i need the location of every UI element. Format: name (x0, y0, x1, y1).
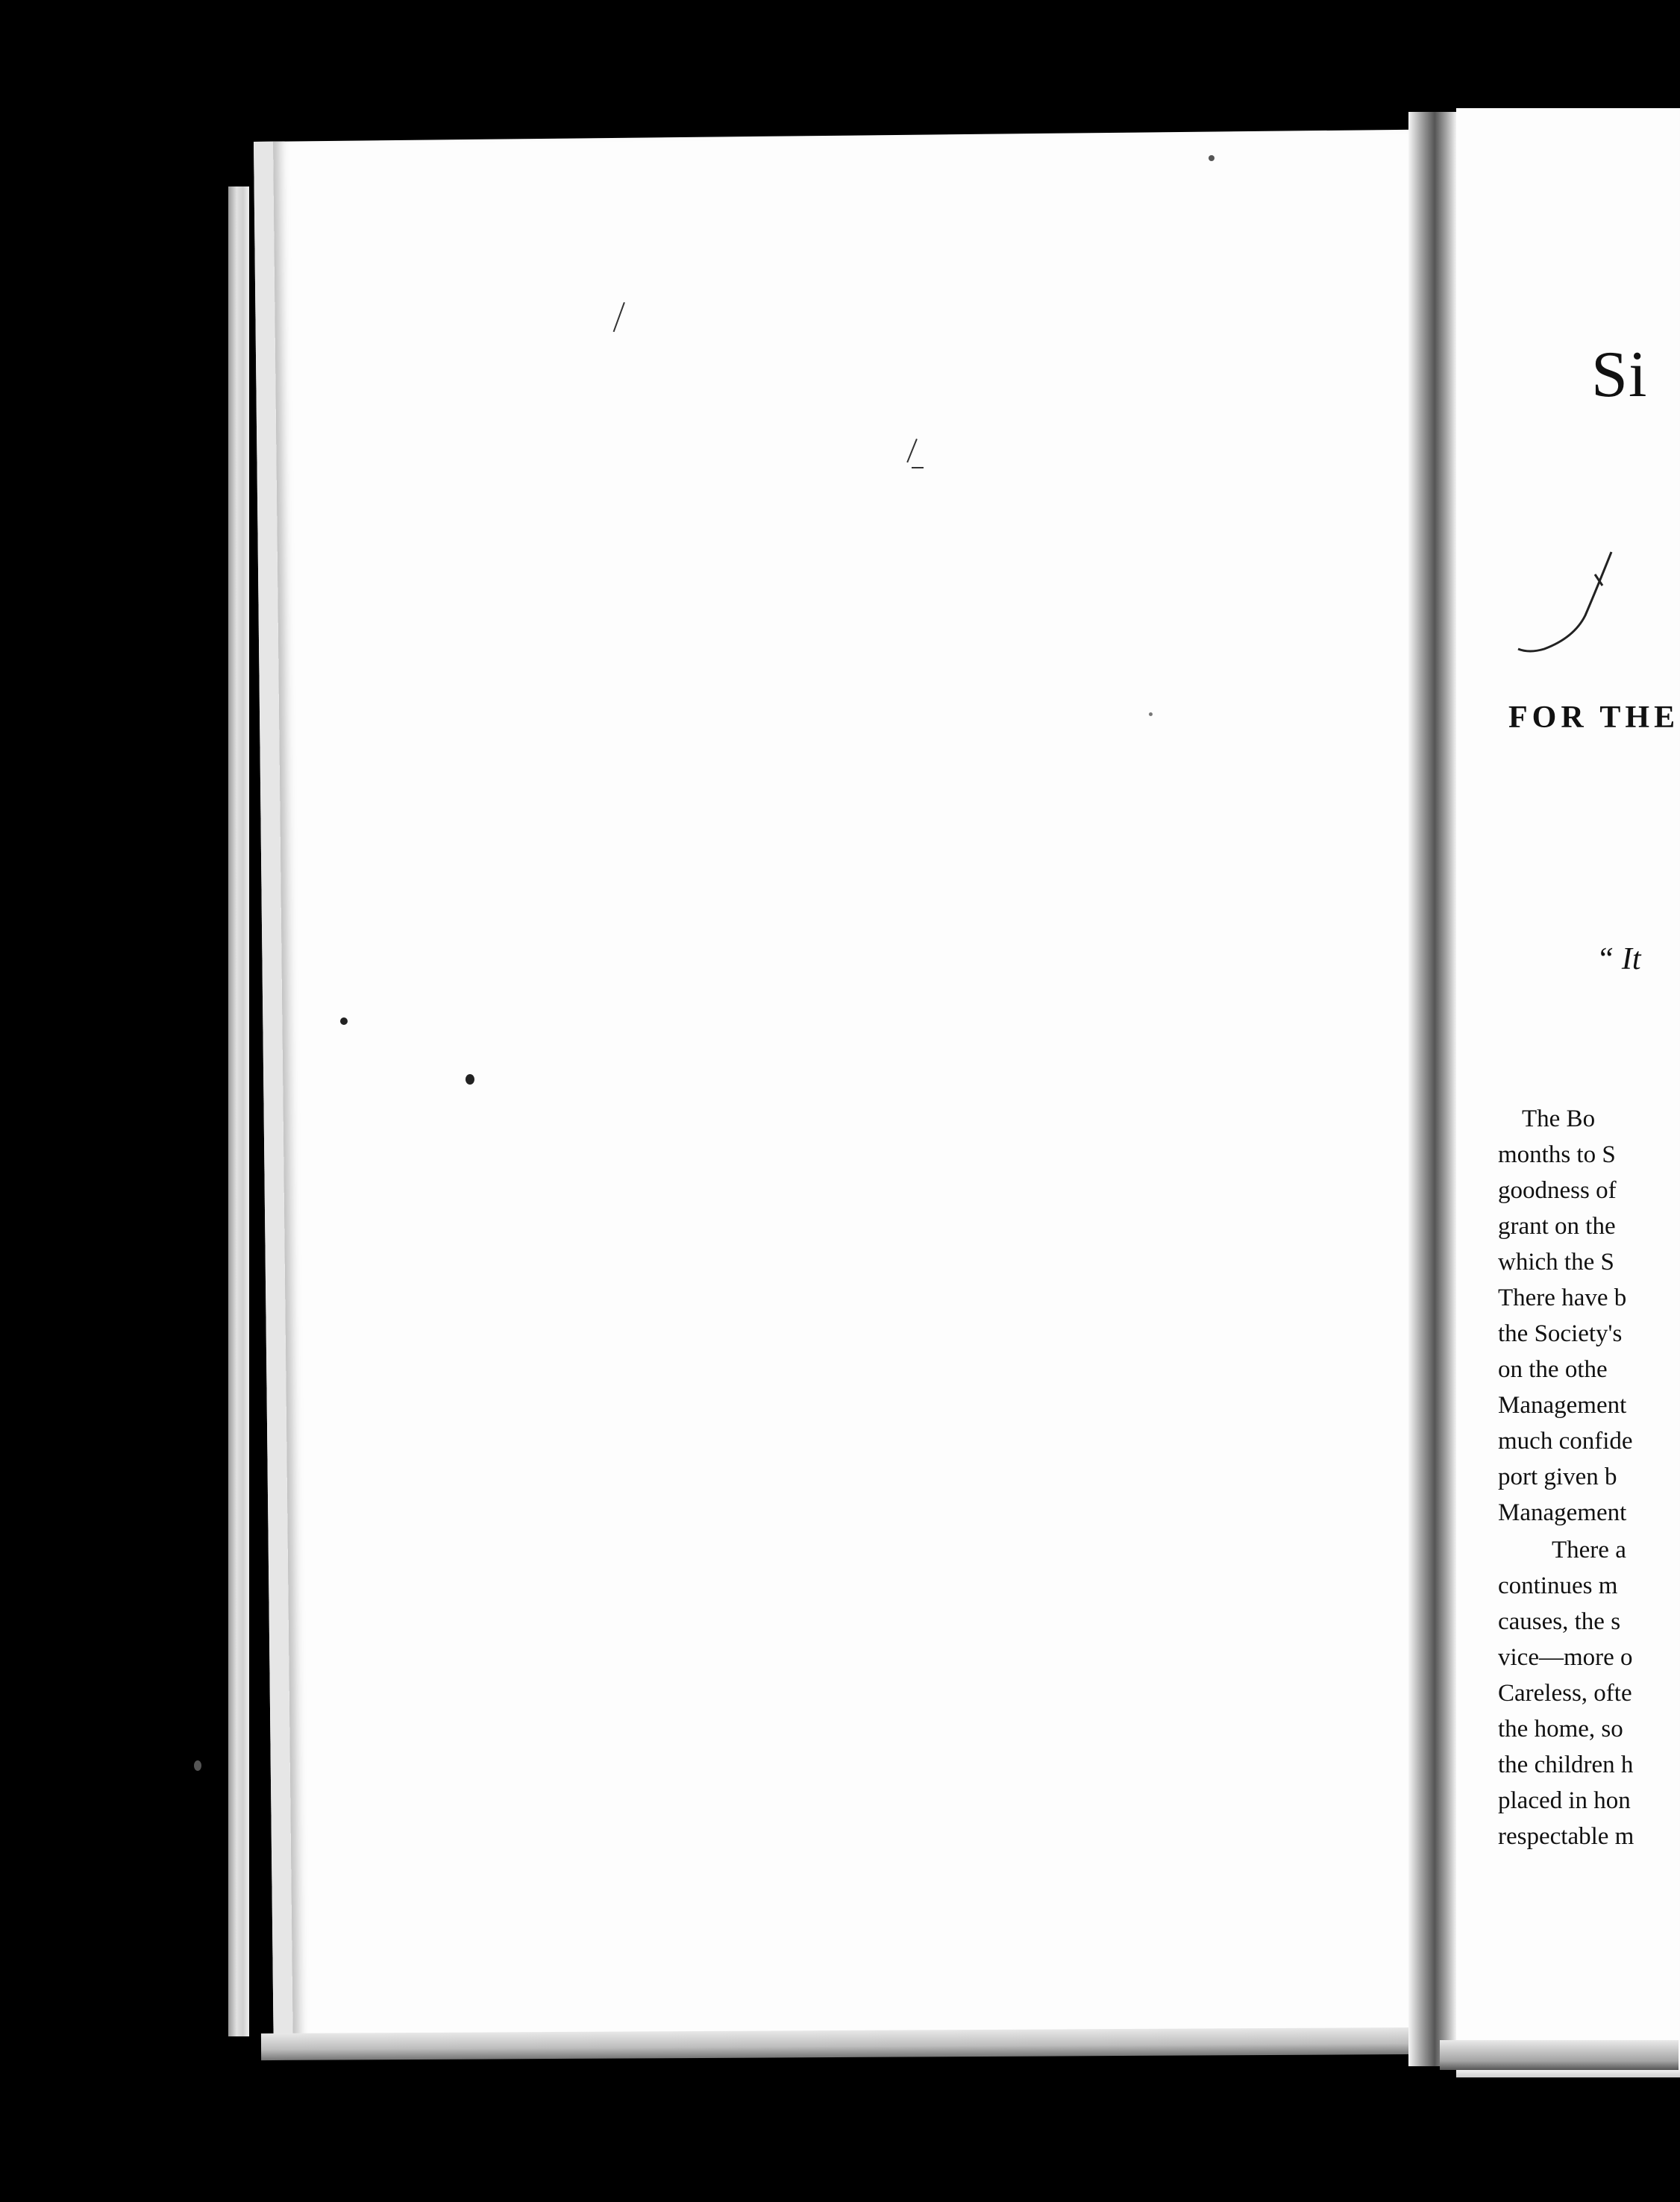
body-line: vice—more o (1498, 1644, 1633, 1671)
body-line: placed in hon (1498, 1787, 1631, 1814)
body-line: continues m (1498, 1572, 1618, 1599)
body-line: Management (1498, 1392, 1627, 1419)
body-line: Careless, ofte (1498, 1680, 1632, 1707)
body-line: the children h (1498, 1751, 1634, 1778)
body-line: There a (1552, 1537, 1626, 1563)
body-line: grant on the (1498, 1213, 1616, 1240)
body-line: respectable m (1498, 1823, 1634, 1850)
subheading: FOR THE (1508, 700, 1680, 735)
body-line: causes, the s (1498, 1608, 1621, 1635)
body-line: goodness of (1498, 1177, 1617, 1204)
body-line: the Society's (1498, 1320, 1623, 1347)
body-line: on the othe (1498, 1356, 1608, 1383)
body-line: The Bo (1522, 1105, 1596, 1132)
page-heading: Si (1591, 339, 1648, 411)
body-line: much confide (1498, 1428, 1633, 1455)
body-line: There have b (1498, 1284, 1627, 1311)
body-line: months to S (1498, 1141, 1616, 1168)
body-line: the home, so (1498, 1716, 1623, 1743)
body-line: which the S (1498, 1249, 1614, 1276)
body-line: Management (1498, 1499, 1627, 1526)
blackletter-quote: “ It (1596, 942, 1641, 976)
body-line: port given b (1498, 1464, 1617, 1490)
